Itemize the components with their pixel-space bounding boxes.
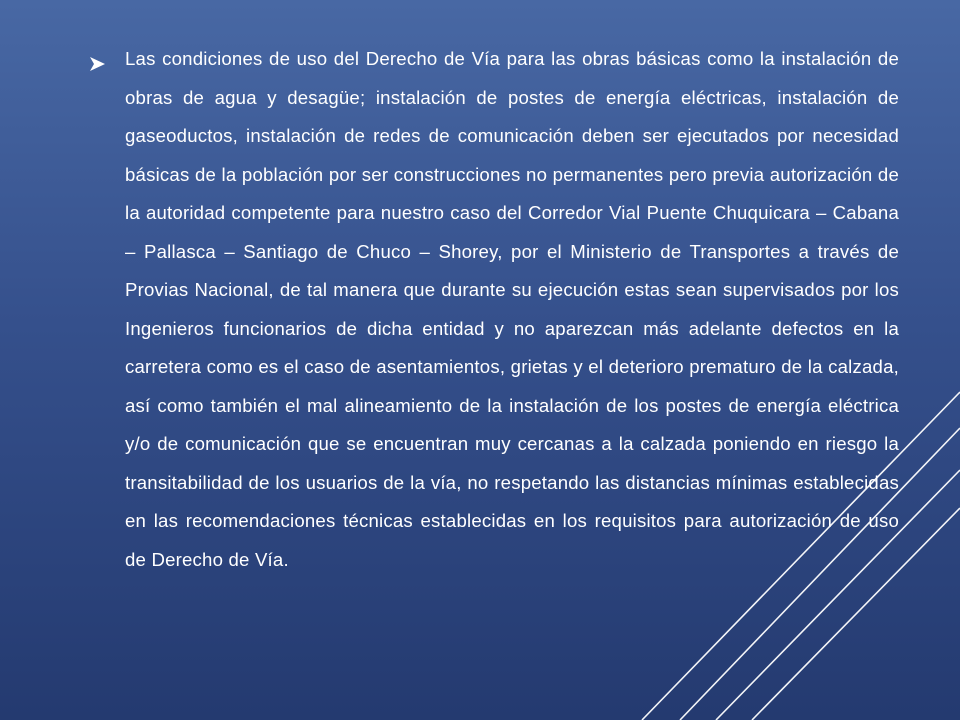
bullet-paragraph: Las condiciones de uso del Derecho de Vía para las obras básicas como la instalación de obras de agua y desagüe; instalación de postes de energía eléctricas, instalación de gaseoductos, instalación de redes de comunicación deben ser ejecutados por necesidad básicas de la población por ser construcciones no permanentes pero previa autorización de la autoridad competente para nuestro caso del Corredor Vial Puente Chuquicara – Cabana – Pallasca – Santiago de Chuco – Shorey, por el Ministerio de Transportes a través de Provias Nacional, de tal manera que durante su ejecución estas sean supervisados por los Ingenieros funcionarios de dicha entidad y no aparezcan más adelante defectos en la carretera como es el caso de asentamientos, grietas y el deterioro prematuro de la calzada, así como también el mal alineamiento de la instalación de los postes de energía eléctrica y/o de comunicación que se encuentran muy cercanas a la calzada poniendo en riesgo la transitabilidad de los usuarios de la vía, no respetando las distancias mínimas establecidas en las recomendaciones técnicas establecidas en los requisitos para autorización de uso de Derecho de Vía. <box>125 48 899 570</box>
arrowhead-bullet-icon <box>88 54 108 74</box>
